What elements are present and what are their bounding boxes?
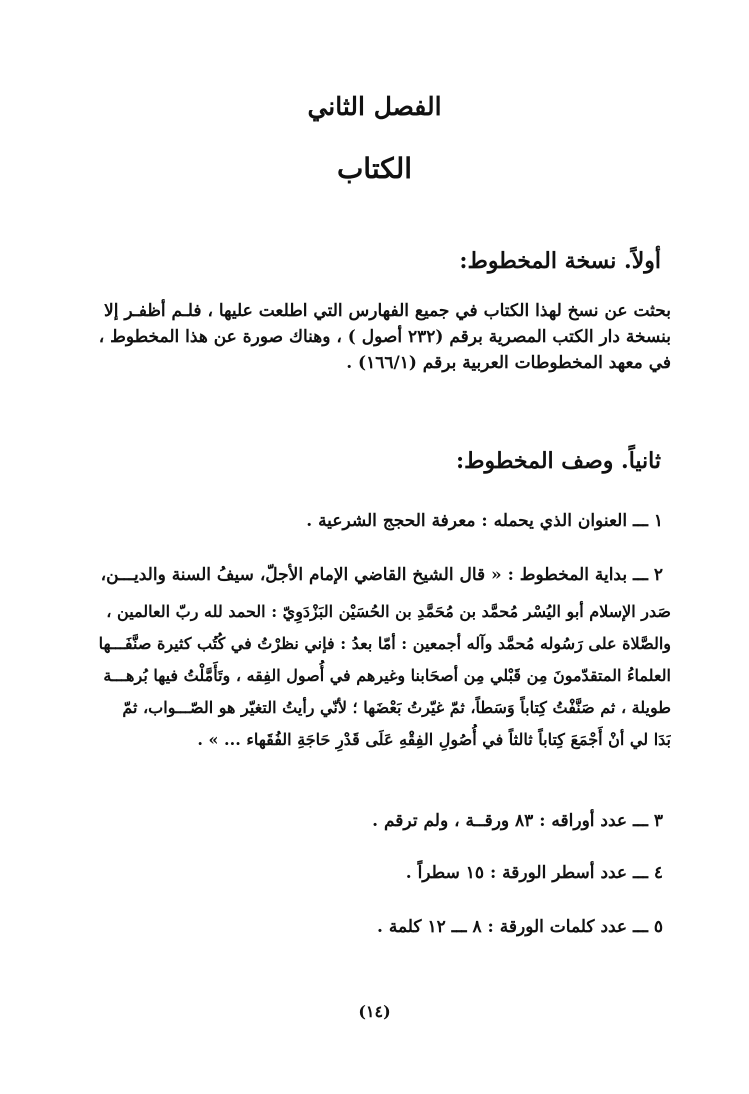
- section-heading-manuscript-copy: أولاً. نسخة المخطوط:: [459, 248, 661, 274]
- list-item-leaf-count: ٣ ـــ عدد أوراقه : ٨٣ ورقــة ، ولم ترقم .: [372, 811, 663, 831]
- quote-line: والصَّلاة على رَسُوله مُحمَّد وآله أجمعين : أمّا بعدُ : فإني نظرْتُ في كُتُب كثيرة صنَّفَـــها: [98, 634, 671, 653]
- book-title: الكتاب: [336, 152, 413, 185]
- list-item-title: ١ ـــ العنوان الذي يحمله : معرفة الحجج الشرعية .: [306, 511, 663, 531]
- quote-line: صَدر الإسلام أبو اليُسْر مُحمَّد بن مُحَمَّدِ بن الحُسَيْن البَزْدَوِيّ : الحمد لله ربّ العالمين ،: [106, 602, 671, 621]
- manuscript-copy-paragraph: [71, 298, 671, 376]
- list-item-word-count: ٥ ـــ عدد كلمات الورقة : ٨ ـــ ١٢ كلمة .: [377, 917, 663, 937]
- quote-line: بَدَا لي أنْ أَجْمَعَ كِتاباً ثالثاً في أُصُولِ الفِقْهِ عَلَى قَدْرِ حَاجَةِ الفُقَهاء ... » .: [197, 730, 671, 749]
- paragraph-line: بحثت عن نسخ لهذا الكتاب في جميع الفهارس التي اطلعت عليها ، فلـم أظفـر إلا: [104, 301, 671, 321]
- page-number: (١٤): [358, 1002, 391, 1021]
- quote-line: طويلة ، ثم صَنَّفْتُ كِتاباً وَسَطاً، ثمّ غيّرتُ بَعْضَها ؛ لأنّي رأيتُ التغيّر هو الصّـــواب، ثمّ: [122, 698, 671, 717]
- list-item-beginning: ٢ ـــ بداية المخطوط : « قال الشيخ القاضي الإمام الأجلّ، سيفُ السنة والديـــن،: [100, 565, 663, 585]
- list-item-line-count: ٤ ـــ عدد أسطر الورقة : ١٥ سطراً .: [405, 863, 663, 883]
- manuscript-opening-quote: [71, 596, 671, 756]
- paragraph-line: في معهد المخطوطات العربية برقم (١٦٦/١) .: [346, 353, 671, 373]
- quote-line: العلماءُ المتقدّمونَ مِن قَبْلي مِن أصحَابنا وغيرهم في أُصول الفِقه ، وتَأَمَّلْتُ فيها بُرهـــة: [103, 666, 671, 685]
- section-heading-manuscript-description: ثانياً. وصف المخطوط:: [456, 448, 661, 474]
- paragraph-line: بنسخة دار الكتب المصرية برقم (٢٣٢ أصول ) ، وهناك صورة عن هذا المخطوط ،: [98, 327, 671, 347]
- chapter-title: الفصل الثاني: [307, 92, 442, 121]
